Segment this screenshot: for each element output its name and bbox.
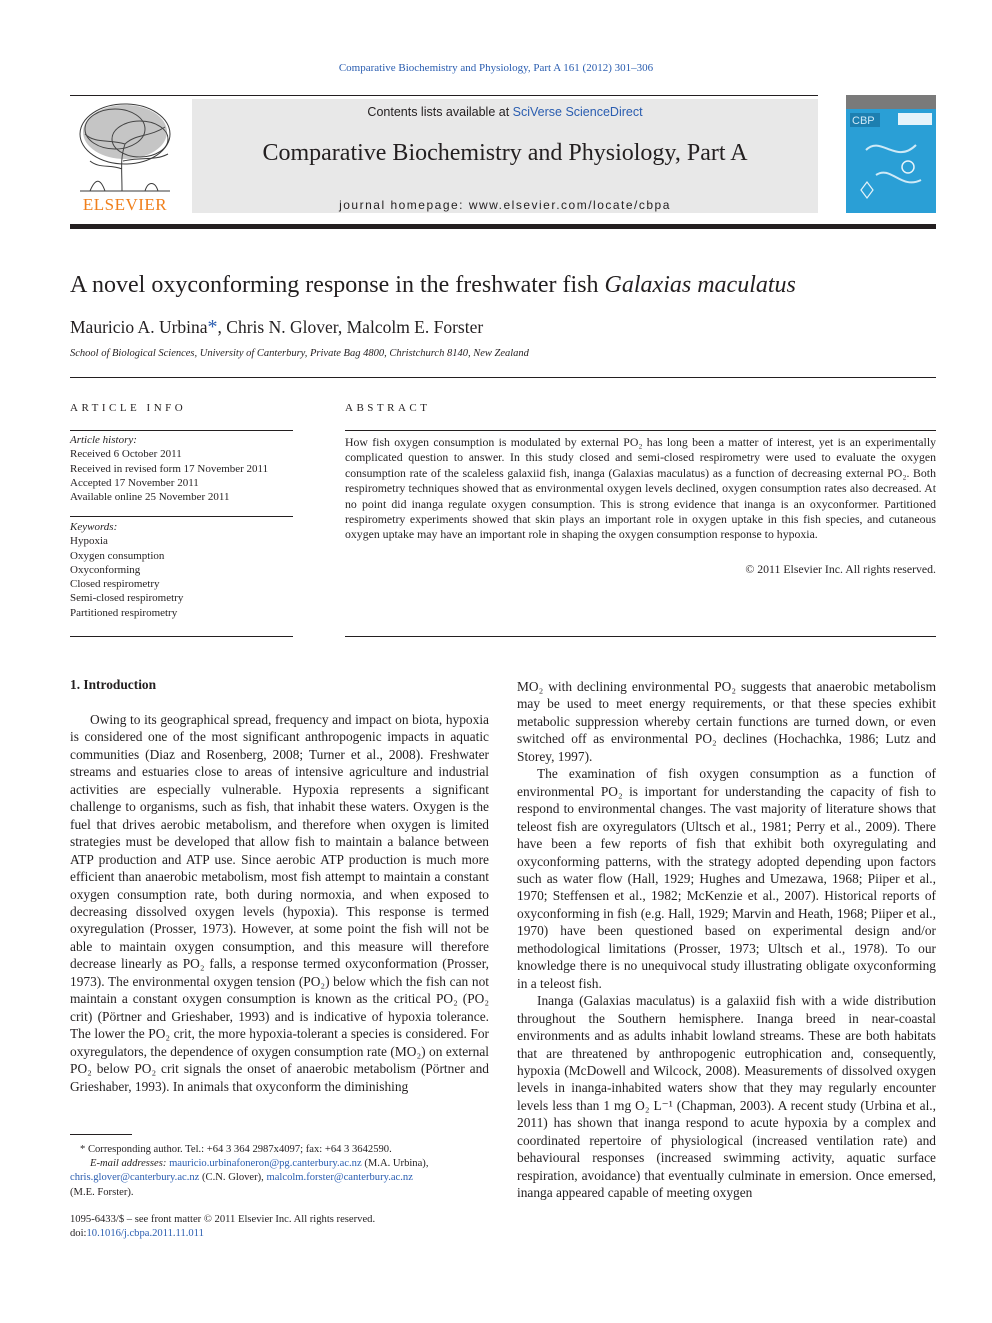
history-label: Article history:: [70, 434, 137, 446]
elsevier-logo: [70, 99, 180, 213]
journal-citation[interactable]: Comparative Biochemistry and Physiology, Part A 161 (2012) 301–306: [338, 62, 654, 74]
divider: [70, 516, 293, 517]
journal-homepage[interactable]: journal homepage: www.elsevier.com/locate/cbpa: [339, 198, 671, 212]
footnote-rule: [70, 1134, 132, 1135]
section-heading-introduction: 1. Introduction: [70, 677, 157, 692]
doi-link[interactable]: 10.1016/j.cbpa.2011.11.011: [86, 1228, 204, 1240]
divider: [345, 636, 936, 637]
history-item: Received in revised form 17 November 2011: [70, 462, 269, 475]
journal-cover-icon: [846, 95, 936, 213]
header-bottom-rule: [70, 224, 936, 229]
affiliation: School of Biological Sciences, University of Canterbury, Private Bag 4800, Christchurch 8140, New Zealand: [70, 348, 529, 359]
divider: [345, 430, 936, 431]
keywords-label: Keywords:: [70, 521, 118, 533]
keyword: Partitioned respirometry: [70, 606, 178, 619]
intro-paragraph: Inanga (Galaxias maculatus) is a galaxiid fish with a wide distribution throughout the Southern hemisphere. Inanga breed in near-coastal environments and as adults inhabit lowland streams. These are both habitats that are threatened by anthropogenic eutrophication and, consequently, hypoxia (McDowell and Wilcock, 2008). Measurements of dissolved oxygen levels in inanga-inhabited waters show that they may regularly encounter levels less than 1 mg O₂ L⁻¹ (Chapman, 2003). A recent study (Urbina et al., 2011) has shown that inanga respond to acute hypoxia by a complex and coordinated repertoire of physiological (increased ventilation rate) and behavioural responses (increased swimming activity, aquatic surface respiration, avoidance) that eventually culminate in emersion. Once emersed, inanga appeared capable of meeting oxygen: [517, 993, 936, 1201]
journal-title: Comparative Biochemistry and Physiology, Part A: [262, 140, 748, 166]
other-authors: , Chris N. Glover, Malcolm E. Forster: [217, 317, 484, 337]
history-item: Accepted 17 November 2011: [70, 476, 199, 489]
corresponding-author-mark[interactable]: *: [207, 316, 218, 338]
keyword: Closed respirometry: [70, 578, 160, 591]
intro-column-left: [70, 711, 489, 1095]
doi-label: doi:: [70, 1228, 87, 1240]
email-link-urbina[interactable]: mauricio.urbinafoneron@pg.canterbury.ac.nz: [169, 1158, 362, 1170]
keyword: Semi-closed respirometry: [70, 592, 184, 605]
intro-paragraph: Owing to its geographical spread, frequency and impact on biota, hypoxia is considered one of the most significant anthropogenic impacts in aquatic communities (Diaz and Rosenberg, 2008; Turner et al., 2008). Freshwater streams and estuaries close to areas of intensive agriculture and industrial activities are especially vulnerable. Hypoxia represents a significant challenge to organisms, such as fish, that inhabit these waters. Oxygen is the fuel that drives aerobic metabolism, and therefore when oxygen is limited strategies must be developed that allow fish to maintain a balance between ATP production and ATP use. Since aerobic ATP production is much more efficient than anaerobic metabolism, most fish attempt to maintain a constant oxygen consumption rate, both during normoxia, and when exposed to decreasing dissolved oxygen levels (hypoxia). This response is termed oxyregulation (Prosser, 1973). However, at some point the fish will not be able to maintain oxygen consumption, and this measure will therefore decrease linearly as PO₂ falls, a response termed oxyconformation (Prosser, 1973). The environmental oxygen tension (PO₂) below which the fish can not maintain a constant oxygen consumption is known as the critical PO₂ (PO₂ crit) (Pörtner and Grieshaber, 1993) and is indicative of hypoxia tolerance. The lower the PO₂ crit, the more hypoxia-tolerant a species is considered. For oxyregulators, the dependence of oxygen consumption rate (MO₂) on external PO₂ below PO₂ crit signals the onset of anaerobic metabolism (Pörtner and Grieshaber, 1993). In animals that oxyconform the diminishing: [70, 712, 489, 1094]
intro-column-right: [517, 678, 936, 1202]
keyword: Oxygen consumption: [70, 549, 165, 562]
email-line: [70, 1171, 490, 1185]
article-history: [70, 433, 295, 504]
elsevier-wordmark: ELSEVIER: [82, 195, 168, 214]
keywords: [70, 520, 295, 620]
abstract-copyright: © 2011 Elsevier Inc. All rights reserved.: [745, 562, 936, 576]
divider: [70, 430, 293, 431]
front-matter: [70, 1213, 490, 1241]
history-item: Received 6 October 2011: [70, 448, 182, 461]
abstract-text: How fish oxygen consumption is modulated by external PO₂ has long been a matter of interest, yet is an experimentally complicated question to answer. In this study closed and semi-closed respirometry were used to evaluate the oxygen consumption rate of the scaleless galaxiid fish, inanga (Galaxias maculatus) as a function of decreasing external PO₂. Both respirometry techniques showed that as environmental oxygen levels declined, oxygen consumption rates also decreased. At no point did inanga regulate oxygen consumption. This is strong evidence that inanga is an oxyconformer. Partitioned respirometry experiments showed that skin plays an important role in oxygen uptake in this fish species, and cutaneous oxygen uptake may have an important role in shaping the oxygen consumption response to hypoxia.: [345, 435, 936, 542]
header-top-rule: [70, 95, 818, 96]
title-species: Galaxias maculatus: [604, 272, 796, 298]
divider: [70, 377, 936, 378]
email-line: [70, 1157, 490, 1171]
contents-prefix: Contents lists available at: [367, 105, 513, 119]
email-link-forster[interactable]: malcolm.forster@canterbury.ac.nz: [266, 1172, 413, 1184]
doi-line: [70, 1227, 490, 1241]
email-owner: (M.E. Forster).: [70, 1186, 134, 1198]
author-urbina: Mauricio A. Urbina: [70, 317, 208, 337]
keyword: Hypoxia: [70, 535, 108, 548]
email-link-glover[interactable]: chris.glover@canterbury.ac.nz: [70, 1172, 200, 1184]
keyword: Oxyconforming: [70, 563, 141, 576]
sciencedirect-link[interactable]: SciVerse ScienceDirect: [512, 105, 643, 119]
journal-cover-image: [846, 95, 936, 213]
author-list: [70, 316, 483, 339]
article-title: [70, 272, 796, 299]
issn-line: 1095-6433/$ – see front matter © 2011 Elsevier Inc. All rights reserved.: [70, 1214, 376, 1225]
article-info-heading: ARTICLE INFO: [70, 402, 187, 414]
history-item: Available online 25 November 2011: [70, 491, 230, 504]
email-owner: (M.A. Urbina),: [364, 1158, 429, 1170]
intro-paragraph: The examination of fish oxygen consumption as a function of environmental PO₂ is important for understanding the capacity of fish to respond to environmental changes. The vast majority of literature shows that teleost fish are oxyregulators (Ultsch et al., 1981; Perry et al., 2009). There have been a few reports of fish that exhibit both oxyregulating and oxyconforming patterns, with the strategy adopted depending upon factors such as water flow (Hall, 1929; Hughes and Umezawa, 1968; Piiper et al., 1970; Steffensen et al., 1982; McKenzie et al., 2007). Historical reports of oxyconforming in fish (e.g. Hall, 1929; Marvin and Heath, 1968; Piiper et al., 1970) have been questioned based on experimental design and/or methodological limitations (Prosser, 1973; Ultsch et al., 1978). To our knowledge there is no unequivocal study illustrating obligate oxyconforming in a teleost fish.: [517, 766, 936, 991]
email-label: E-mail addresses:: [90, 1158, 167, 1170]
intro-paragraph: MO₂ with declining environmental PO₂ suggests that anaerobic metabolism may be used to meet energy requirements, or that these species exhibit metabolic suppression whereby certain functions are turned down, or even switched off as environmental PO₂ declines (Hochachka, 1986; Lutz and Storey, 1997).: [517, 679, 936, 764]
abstract-heading: ABSTRACT: [345, 402, 431, 414]
email-owner: (C.N. Glover),: [202, 1172, 264, 1184]
title-text: A novel oxyconforming response in the freshwater fish: [70, 272, 605, 298]
contents-line: [192, 105, 818, 119]
divider: [70, 636, 293, 637]
cover-abbrev: CBP: [852, 115, 875, 127]
corresponding-note: * Corresponding author. Tel.: +64 3 364 2987x4097; fax: +64 3 3642590.: [80, 1144, 392, 1155]
footnotes: [70, 1143, 490, 1200]
